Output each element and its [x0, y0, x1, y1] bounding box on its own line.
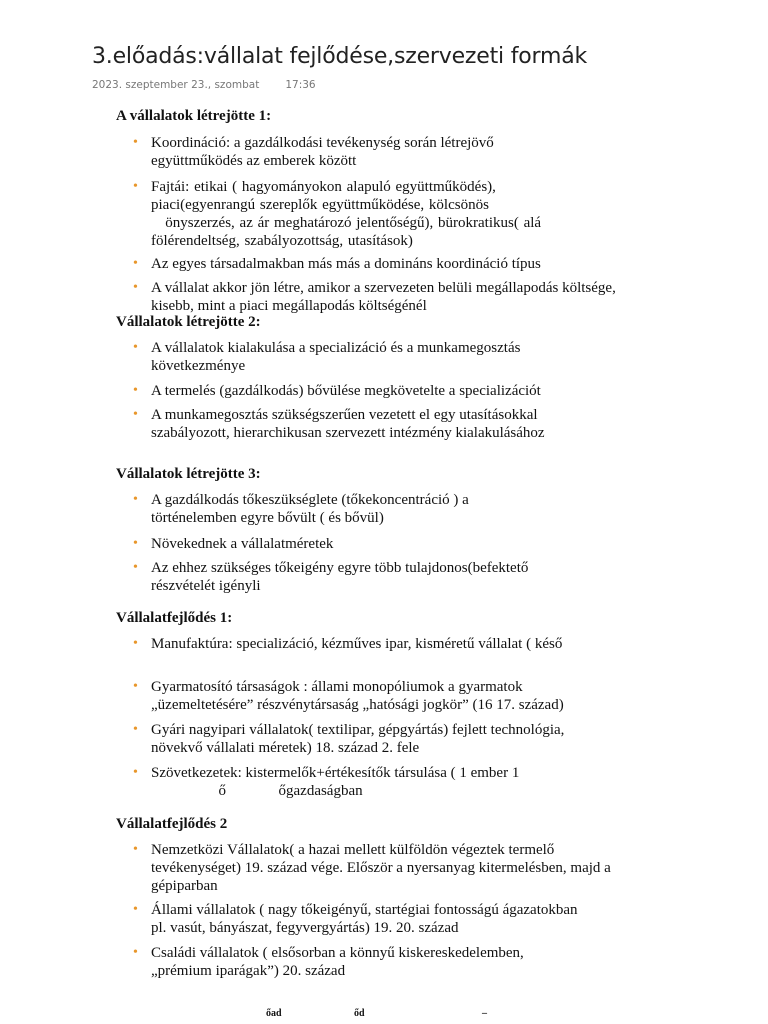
- list-item: • Családi vállalatok ( elsősorban a könnyű kiskereskedelemben, „prémium iparágak”) 20. század: [151, 944, 571, 980]
- list-item: • Az ehhez szükséges tőkeigény egyre több tulajdonos(befektető részvételét igényli: [151, 559, 591, 595]
- section-heading-3: Vállalatok létrejötte 3:: [116, 466, 261, 482]
- page-title: 3.előadás:vállalat fejlődése,szervezeti formák: [92, 44, 588, 69]
- list-item: • Szövetkezetek: kistermelők+értékesítők társulása ( 1 ember 1 ő őgazdaságban: [151, 764, 631, 800]
- list-item: • A gazdálkodás tőkeszükséglete (tőkekoncentráció ) a történelemben egyre bővült ( és bővül): [151, 491, 551, 527]
- list-item: • Gyári nagyipari vállalatok( textilipar, gépgyártás) fejlett technológia, növekvő vállalati méretek) 18. század 2. fele: [151, 721, 571, 757]
- section-heading-5: Vállalatfejlődés 2: [116, 816, 228, 832]
- footer-fragment: őd: [354, 1008, 365, 1019]
- list-item: • Fajtái: etikai ( hagyományokon alapuló együttműködés), piaci(egyenrangú szereplők együttműködése, kölcsönös önyszerzés, az ár meghatározó jelentőségű), bürokratikus( alá fölérendeltség, szabályozottság, utasítások): [151, 178, 571, 250]
- footer-fragment: őad: [266, 1008, 282, 1019]
- page-time: 17:36: [285, 79, 316, 91]
- list-item: • Növekednek a vállalatméretek: [151, 535, 631, 553]
- list-item: • A vállalatok kialakulása a specializáció és a munkamegosztás következménye: [151, 339, 591, 375]
- list-item: • Manufaktúra: specializáció, kézműves ipar, kisméretű vállalat ( késő: [151, 635, 601, 653]
- page-date: 2023. szeptember 23., szombat: [92, 79, 260, 91]
- list-item: • A munkamegosztás szükségszerűen vezetett el egy utasításokkal szabályozott, hierarchikusan szervezett intézmény kialakulásához: [151, 406, 601, 442]
- section-heading-1: A vállalatok létrejötte 1:: [116, 108, 272, 124]
- page-meta: [92, 79, 316, 91]
- list-item: • A vállalat akkor jön létre, amikor a szervezeten belüli megállapodás költsége, kisebb, mint a piaci megállapodás költségénél: [151, 279, 621, 315]
- list-item: • Gyarmatosító társaságok : állami monopóliumok a gyarmatok „üzemeltetésére” részvénytársaság „hatósági jogkör” (16 17. század): [151, 678, 621, 714]
- footer-fragment: –: [482, 1008, 487, 1019]
- list-item: • Az egyes társadalmakban más más a domináns koordináció típus: [151, 255, 631, 273]
- list-item: • A termelés (gazdálkodás) bővülése megkövetelte a specializációt: [151, 382, 631, 400]
- list-item: • Koordináció: a gazdálkodási tevékenység során létrejövő együttműködés az emberek között: [151, 134, 581, 170]
- list-item: • Állami vállalatok ( nagy tőkeigényű, startégiai fontosságú ágazatokban pl. vasút, bányászat, fegyvergyártás) 19. 20. század: [151, 901, 591, 937]
- section-heading-4: Vállalatfejlődés 1:: [116, 610, 233, 626]
- list-item: • Nemzetközi Vállalatok( a hazai mellett külföldön végeztek termelő tevékenységet) 19. század vége. Először a nyersanyag kitermelésben, majd a gépiparban: [151, 841, 611, 895]
- section-heading-2: Vállalatok létrejötte 2:: [116, 314, 261, 330]
